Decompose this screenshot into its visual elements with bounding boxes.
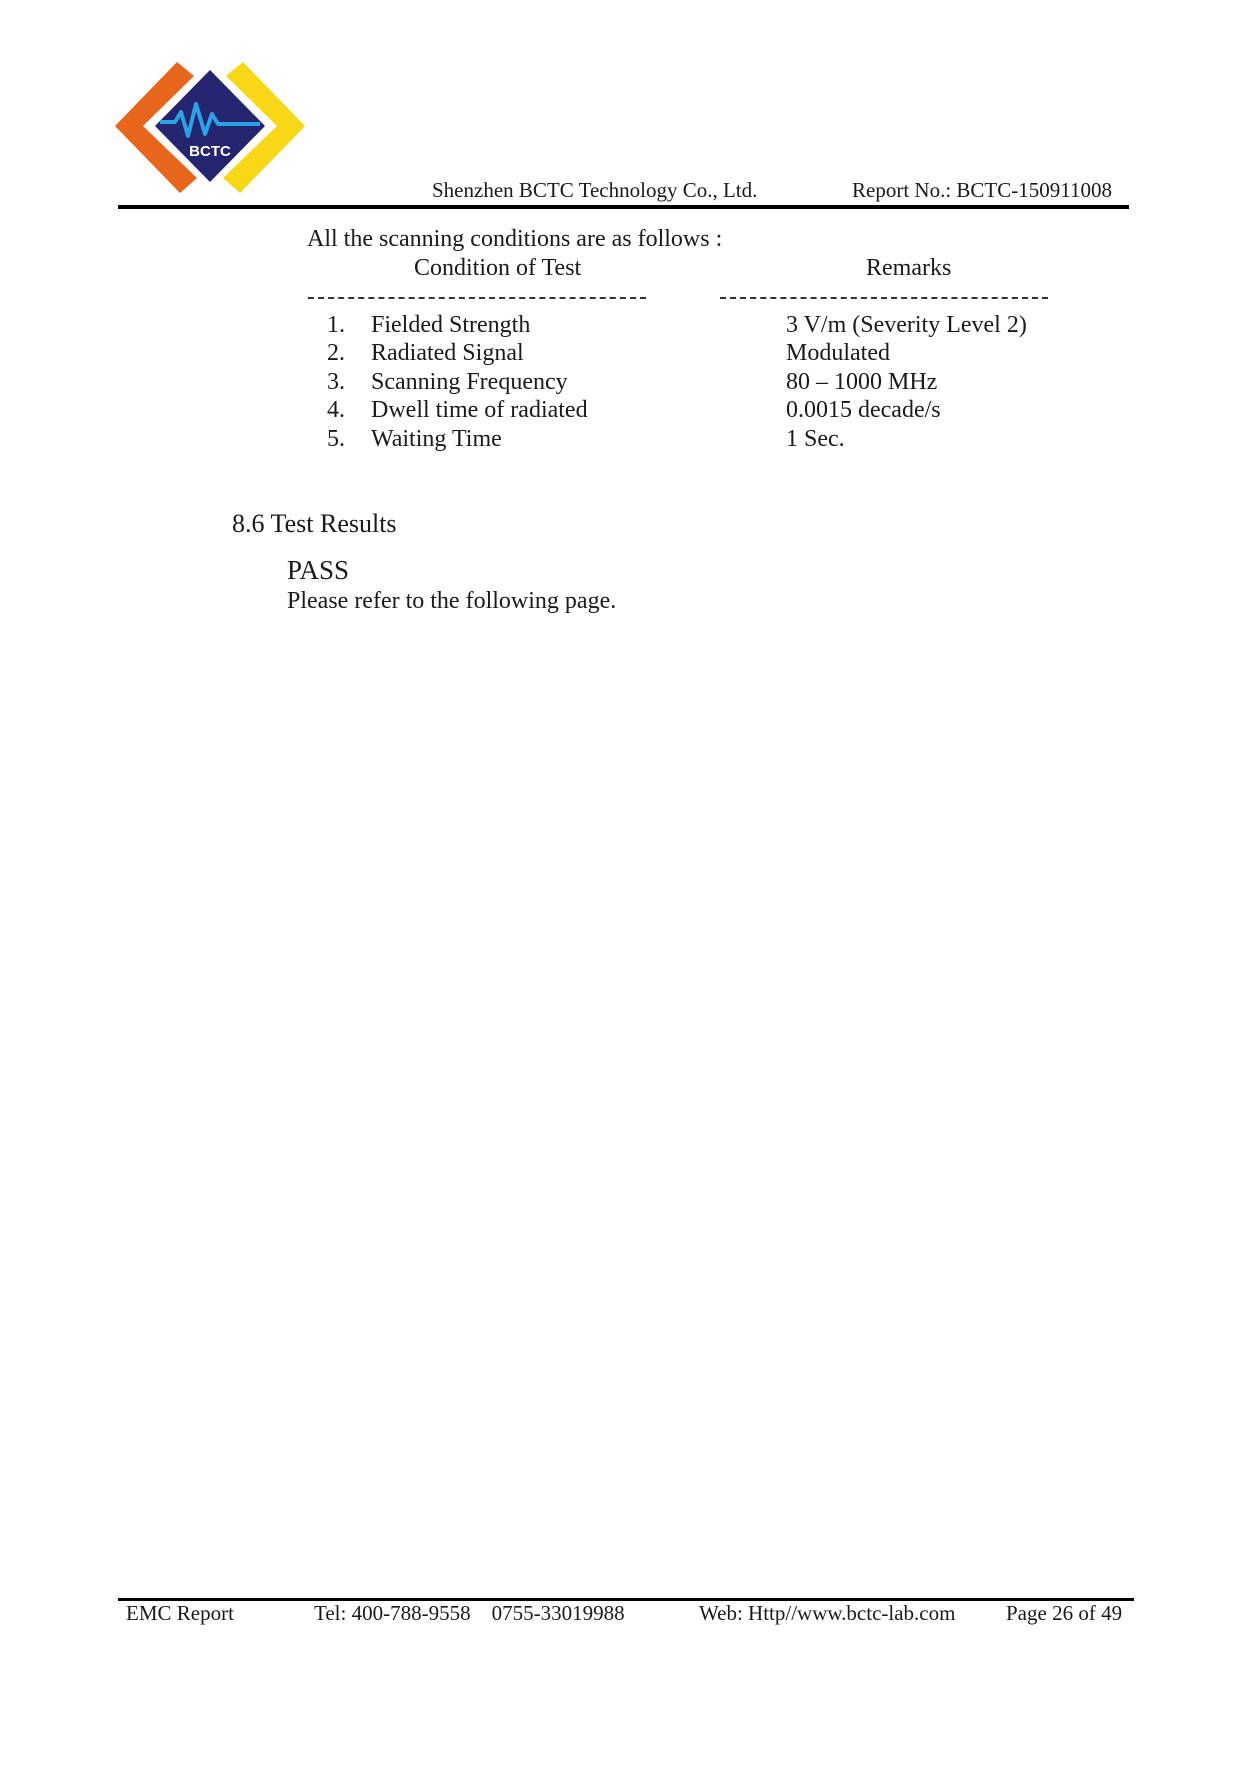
row-condition: Fielded Strength [371, 312, 531, 338]
row-number: 4. [327, 397, 345, 423]
dashed-divider-right [720, 297, 1048, 299]
section-title: 8.6 Test Results [232, 509, 397, 538]
footer-divider [118, 1598, 1134, 1601]
row-condition: Dwell time of radiated [371, 397, 588, 423]
row-number: 1. [327, 312, 345, 338]
column-header-remarks: Remarks [866, 255, 952, 281]
row-condition: Scanning Frequency [371, 369, 568, 395]
row-remark: 0.0015 decade/s [786, 397, 941, 423]
report-number: Report No.: BCTC-150911008 [852, 178, 1112, 202]
row-remark: 1 Sec. [786, 426, 845, 452]
row-remark: 80 – 1000 MHz [786, 369, 938, 395]
header-divider [118, 205, 1129, 209]
bctc-logo [115, 60, 315, 195]
row-number: 3. [327, 369, 345, 395]
row-remark: Modulated [786, 340, 890, 366]
footer-website: Web: Http//www.bctc-lab.com [699, 1601, 956, 1625]
company-name: Shenzhen BCTC Technology Co., Ltd. [432, 178, 758, 202]
row-condition: Waiting Time [371, 426, 502, 452]
column-header-condition: Condition of Test [414, 255, 582, 281]
logo-lettering: BCTC [189, 143, 231, 160]
conditions-intro: All the scanning conditions are as follows : [307, 226, 723, 252]
result-status: PASS [287, 555, 350, 585]
row-number: 5. [327, 426, 345, 452]
result-note: Please refer to the following page. [287, 588, 617, 614]
footer-report-type: EMC Report [126, 1601, 234, 1625]
footer-page-number: Page 26 of 49 [1006, 1601, 1123, 1625]
row-number: 2. [327, 340, 345, 366]
row-remark: 3 V/m (Severity Level 2) [786, 312, 1027, 338]
dashed-divider-left [308, 297, 646, 299]
row-condition: Radiated Signal [371, 340, 524, 366]
footer-telephone: Tel: 400-788-9558 0755-33019988 [314, 1601, 625, 1625]
